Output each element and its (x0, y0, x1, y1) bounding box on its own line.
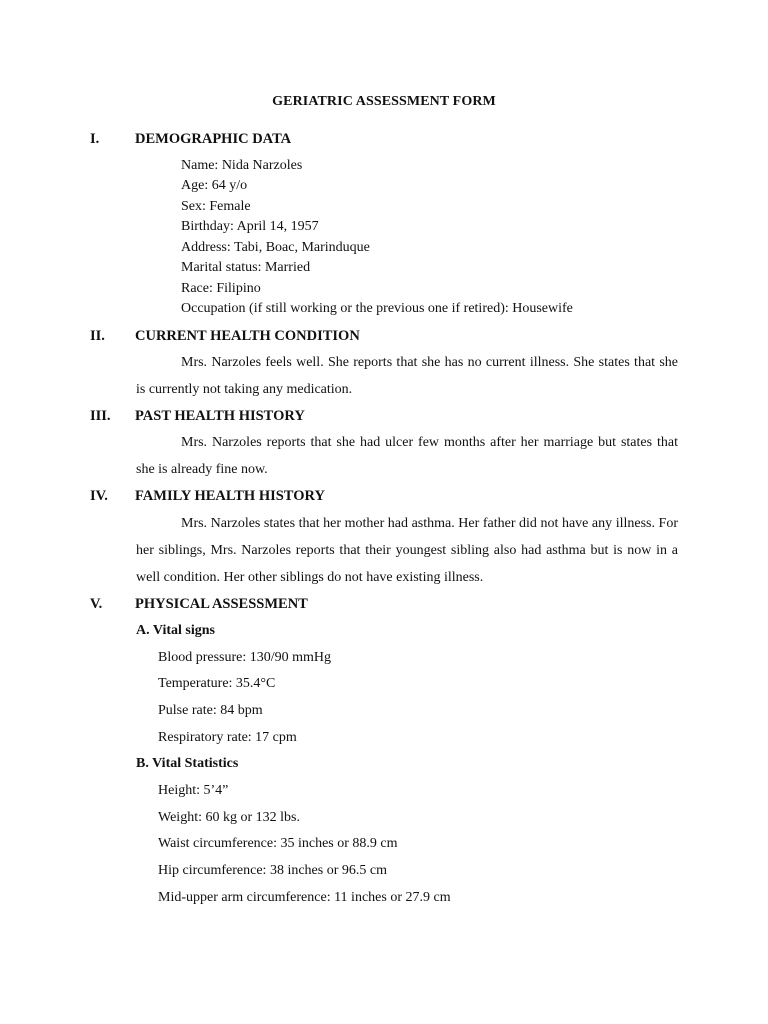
section-title: FAMILY HEALTH HISTORY (135, 488, 325, 504)
section-title: PAST HEALTH HISTORY (135, 408, 305, 424)
page-title: GERIATRIC ASSESSMENT FORM (272, 94, 496, 109)
field-birthday: Birthday: April 14, 1957 (181, 219, 319, 234)
field-race: Race: Filipino (181, 281, 261, 296)
subheading-vital-signs: A. Vital signs (136, 623, 215, 638)
section-heading-current-health (90, 326, 490, 346)
section-title: DEMOGRAPHIC DATA (135, 131, 292, 147)
subheading-vital-statistics: B. Vital Statistics (136, 756, 239, 771)
vital-temperature: Temperature: 35.4°C (158, 676, 276, 691)
field-sex: Sex: Female (181, 199, 251, 214)
section-numeral: III. (90, 408, 111, 424)
past-history-paragraph: Mrs. Narzoles reports that she had ulcer few months after her marriage but states that she is already fine now. (136, 435, 678, 477)
stat-weight: Weight: 60 kg or 132 lbs. (158, 810, 300, 825)
section-title: PHYSICAL ASSESSMENT (135, 596, 308, 612)
section-heading-family-history (90, 486, 490, 506)
section-heading-physical (90, 594, 490, 614)
field-occupation: Occupation (if still working or the previous one if retired): Housewife (181, 301, 573, 316)
stat-hip-circumference: Hip circumference: 38 inches or 96.5 cm (158, 863, 387, 878)
section-numeral: I. (90, 131, 100, 147)
section-heading-demographic (90, 129, 490, 149)
vital-blood-pressure: Blood pressure: 130/90 mmHg (158, 650, 332, 665)
stat-waist-circumference: Waist circumference: 35 inches or 88.9 cm (158, 836, 398, 851)
field-address: Address: Tabi, Boac, Marinduque (181, 240, 370, 255)
section-numeral: V. (90, 596, 103, 612)
field-name: Name: Nida Narzoles (181, 158, 303, 173)
field-age: Age: 64 y/o (181, 178, 248, 193)
vital-respiratory-rate: Respiratory rate: 17 cpm (158, 730, 297, 745)
family-history-paragraph: Mrs. Narzoles states that her mother had asthma. Her father did not have any illness. For her siblings, Mrs. Narzoles reports that their youngest sibling also had asthma but is now in a well condition. Her other siblings do not have existing illness. (136, 516, 678, 585)
section-numeral: IV. (90, 488, 108, 504)
current-health-paragraph: Mrs. Narzoles feels well. She reports that she has no current illness. She states that she is currently not taking any medication. (136, 355, 678, 397)
section-numeral: II. (90, 328, 105, 344)
stat-mid-upper-arm-circumference: Mid-upper arm circumference: 11 inches or 27.9 cm (158, 890, 451, 905)
vital-pulse-rate: Pulse rate: 84 bpm (158, 703, 263, 718)
section-title: CURRENT HEALTH CONDITION (135, 328, 360, 344)
stat-height: Height: 5’4” (158, 783, 229, 798)
field-marital-status: Marital status: Married (181, 260, 311, 275)
section-heading-past-history (90, 406, 490, 426)
